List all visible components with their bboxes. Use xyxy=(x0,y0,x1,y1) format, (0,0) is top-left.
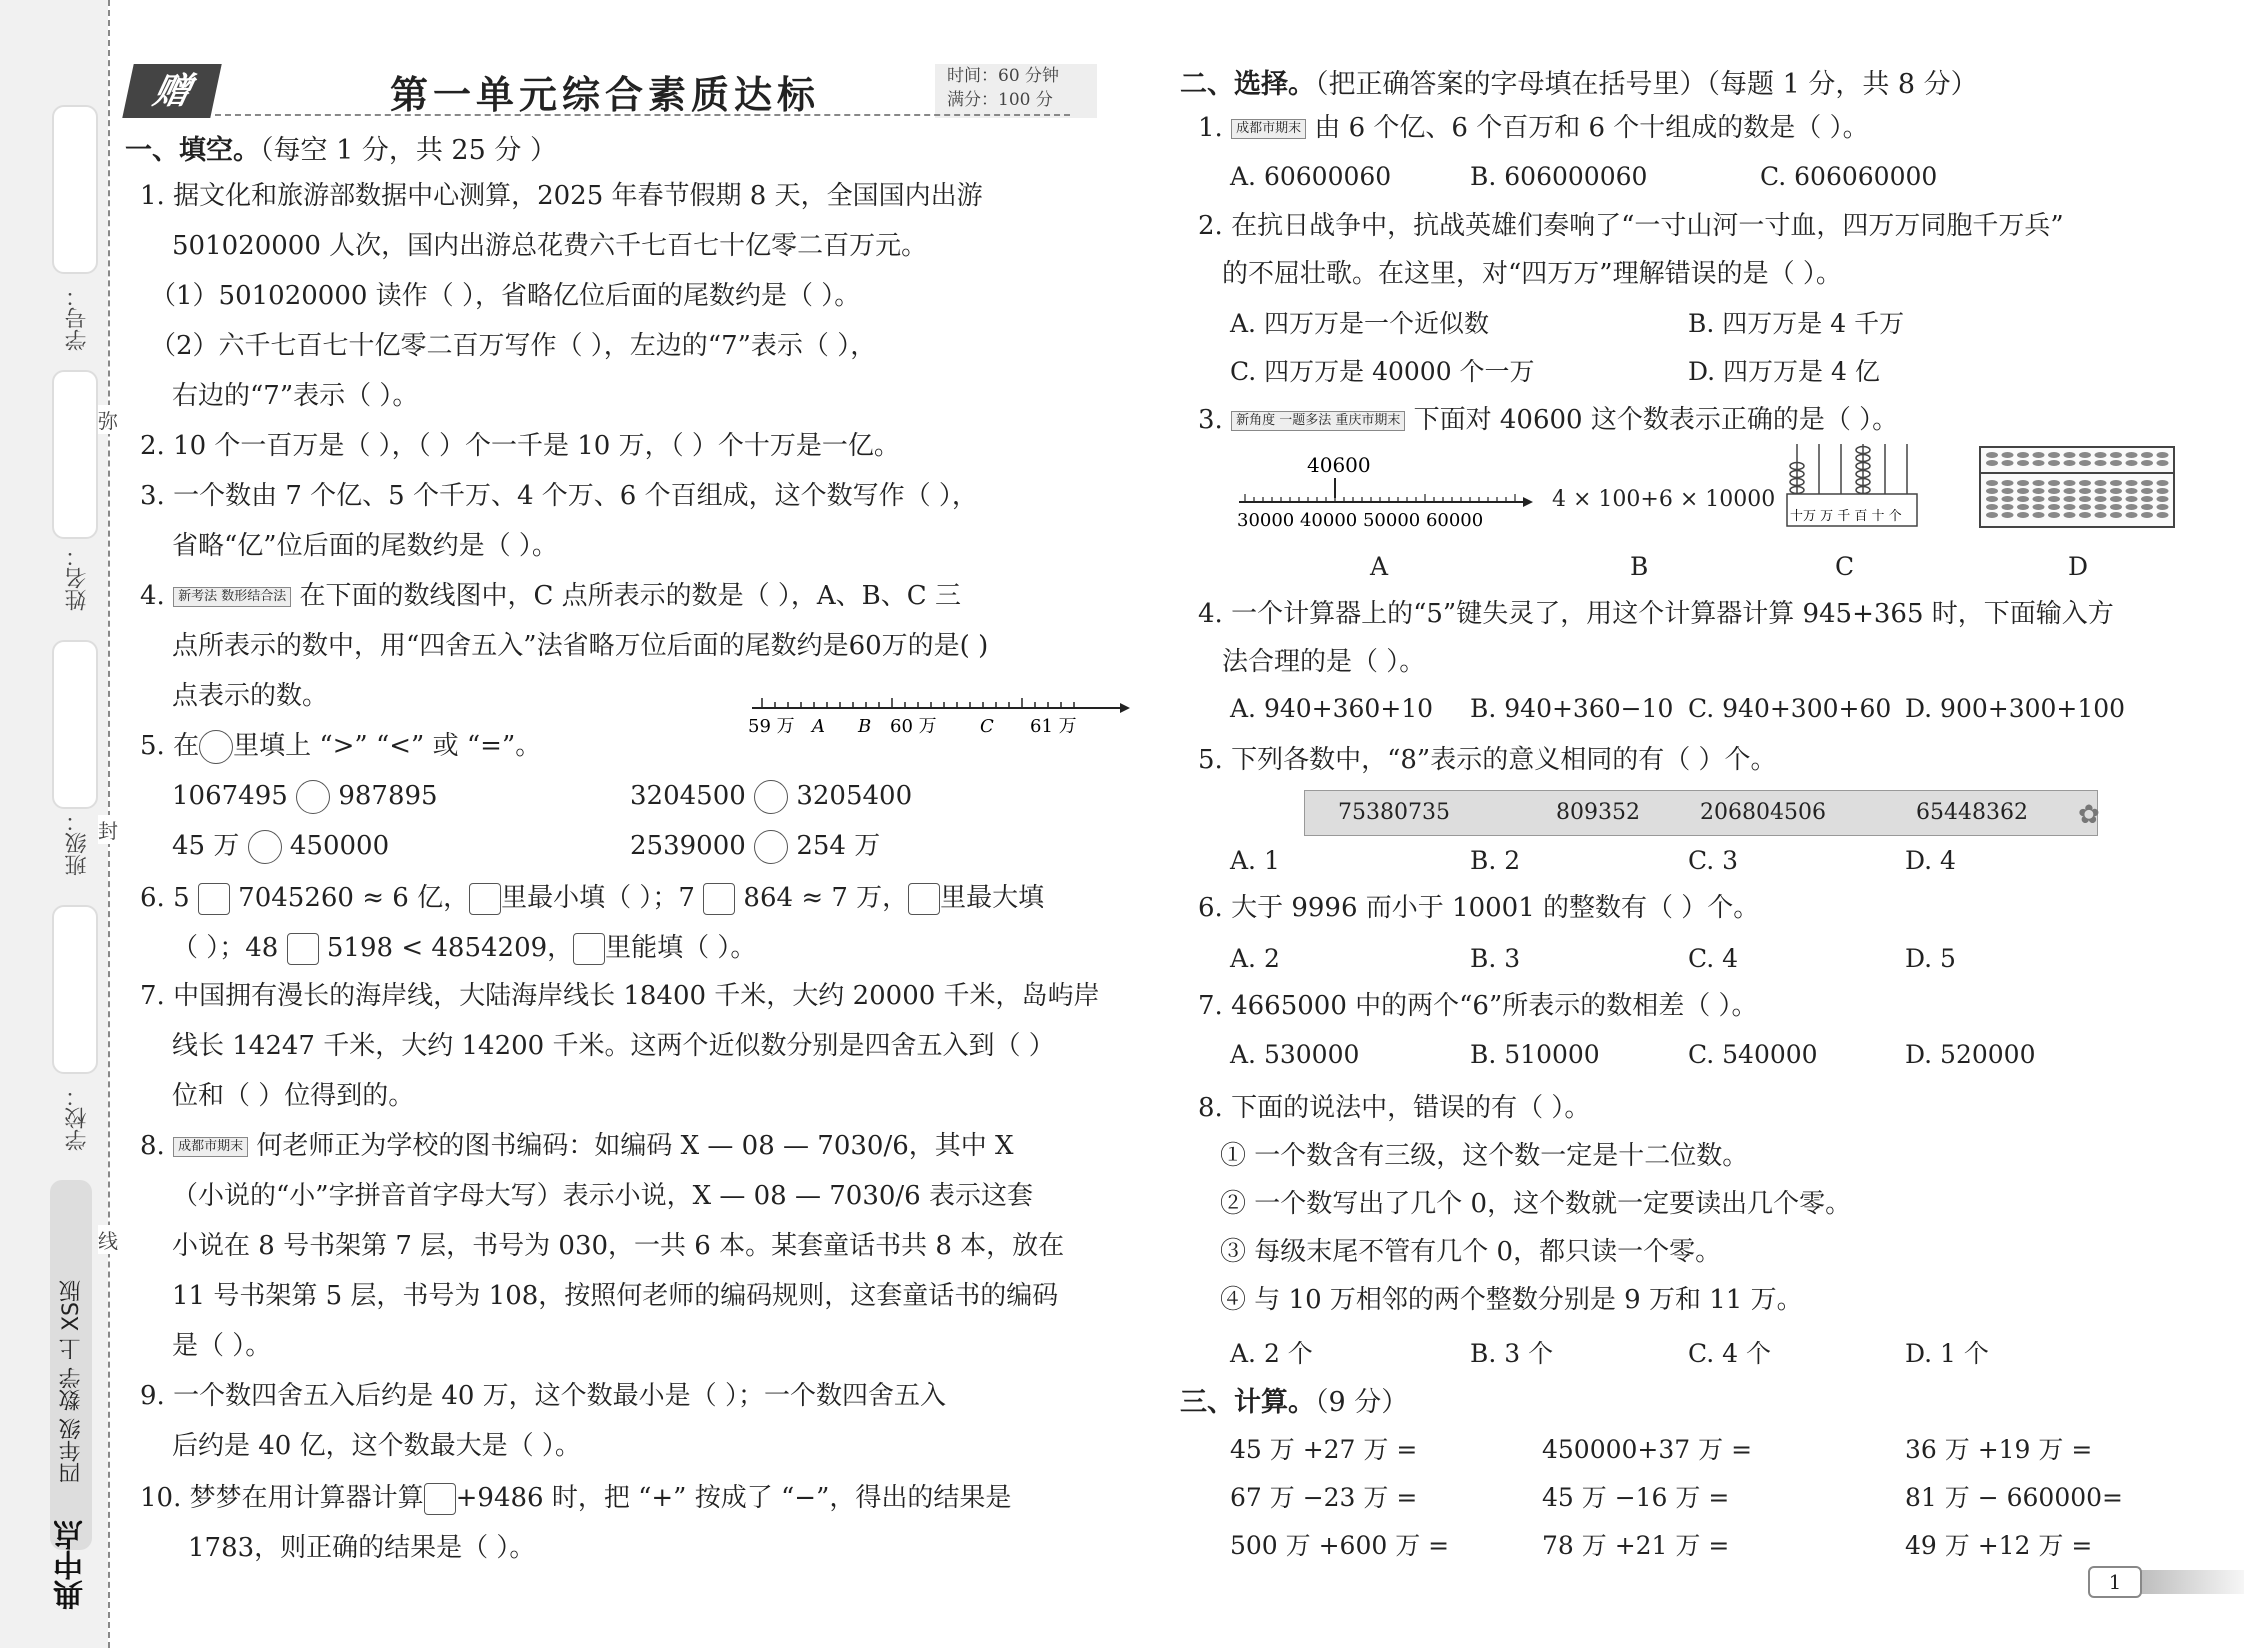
q8-line2: （小说的“小”字拼音首字母大写）表示小说，X — 08 — 7030/6 表示这套 xyxy=(172,1181,1033,1211)
c2-option-a[interactable]: A. 四万万是一个近似数 xyxy=(1230,309,1489,338)
name-box[interactable] xyxy=(52,370,98,539)
q5-row1-right: 3204500 3205400 xyxy=(630,778,912,814)
abacus-bead xyxy=(2141,488,2153,494)
class-box[interactable] xyxy=(52,640,98,809)
c4-option-a[interactable]: A. 940+360+10 xyxy=(1230,694,1434,723)
abacus-bead xyxy=(2017,496,2029,502)
q5-line1: 5. 在 里填上 “>” “<” 或 “=”。 xyxy=(140,728,541,764)
abacus-bead xyxy=(2064,488,2076,494)
c5-option-c[interactable]: C. 3 xyxy=(1688,846,1739,875)
abacus-bead xyxy=(2095,512,2107,518)
q1-line2: 501020000 人次，国内出游总花费六千七百七十亿零二百万元。 xyxy=(172,231,928,261)
c3-a-label: 40600 xyxy=(1307,453,1371,477)
page-footer-bar xyxy=(2136,1570,2244,1594)
school-box[interactable] xyxy=(52,905,98,1074)
q5-row1-left: 1067495 987895 xyxy=(172,778,438,814)
abacus-bead xyxy=(2157,488,2169,494)
axis-label-60w: 60 万 xyxy=(890,716,937,737)
c4-line1: 4. 一个计算器上的“5”键失灵了，用这个计算器计算 945+365 时，下面输入方 xyxy=(1198,599,2114,629)
abacus-bead xyxy=(2017,504,2029,510)
compare-circle[interactable] xyxy=(754,830,788,864)
abacus-bead xyxy=(2110,504,2122,510)
q5-row2-left: 45 万 450000 xyxy=(172,828,389,864)
student-id-box[interactable] xyxy=(52,105,98,274)
c3-option-c-abacus[interactable] xyxy=(1785,440,1920,532)
full-score: 满分：100 分 xyxy=(947,90,1053,110)
abacus-bead xyxy=(2048,496,2060,502)
c8-option-d[interactable]: D. 1 个 xyxy=(1905,1339,1989,1368)
abacus-bead xyxy=(2064,460,2076,466)
abacus-bead xyxy=(2079,480,2091,486)
page-number: 1 xyxy=(2088,1566,2142,1598)
abacus-bead xyxy=(2110,460,2122,466)
digit-box[interactable] xyxy=(287,933,319,965)
calc-item[interactable]: 45 万 −16 万 = xyxy=(1542,1483,1730,1512)
abacus-bead xyxy=(2064,496,2076,502)
c7-option-c[interactable]: C. 540000 xyxy=(1688,1040,1818,1069)
abacus-bead xyxy=(2079,512,2091,518)
axis-label-a: A xyxy=(812,716,825,737)
abacus-bead xyxy=(2110,480,2122,486)
header-rule xyxy=(215,114,1070,116)
compare-circle[interactable] xyxy=(296,780,330,814)
abacus-bead xyxy=(2079,504,2091,510)
digit-box[interactable] xyxy=(573,933,605,965)
c5-question: 5. 下列各数中，“8”表示的意义相同的有（ ）个。 xyxy=(1198,745,1777,775)
abacus-bead xyxy=(2095,496,2107,502)
flower-icon: ✿ xyxy=(2078,800,2100,830)
abacus-bead xyxy=(2126,460,2138,466)
abacus-bead xyxy=(2048,452,2060,458)
abacus-bead xyxy=(2095,452,2107,458)
q4-tag: 新考法 数形结合法 xyxy=(173,587,291,607)
q8-tag: 成都市期末 xyxy=(173,1137,248,1157)
abacus-bead xyxy=(2033,480,2045,486)
seal-mark-mi: 弥 xyxy=(98,405,118,434)
c3-letter-a: A xyxy=(1370,552,1389,581)
q6-line1: 6. 5 7045260 ≈ 6 亿， 里最小填（ ）；7 864 ≈ 7 万， 里最大填 xyxy=(140,883,1045,913)
abacus-bead xyxy=(2033,488,2045,494)
abacus-bead xyxy=(2064,480,2076,486)
abacus-bead xyxy=(2157,452,2169,458)
abacus-bead xyxy=(1986,504,1998,510)
abacus-bead xyxy=(2079,496,2091,502)
c8-option-a[interactable]: A. 2 个 xyxy=(1230,1339,1313,1368)
abacus-bead xyxy=(2002,480,2014,486)
c4-option-c[interactable]: C. 940+300+60 xyxy=(1688,694,1892,723)
abacus-bead xyxy=(2126,452,2138,458)
q8-line3: 小说在 8 号书架第 7 层，书号为 030，一共 6 本。某套童话书共 8 本，放在 xyxy=(172,1231,1065,1261)
c3-option-d-abacus[interactable] xyxy=(1978,445,2178,530)
abacus-bead xyxy=(2048,480,2060,486)
c2-line1: 2. 在抗日战争中，抗战英雄们奏响了“一寸山河一寸血，四万万同胞千万兵” xyxy=(1198,211,2064,241)
section-3-heading: 三、计算。（9 分） xyxy=(1180,1387,1409,1418)
gift-badge: 赠 xyxy=(122,64,221,118)
c5-number: 206804506 xyxy=(1700,800,1826,825)
calc-item[interactable]: 45 万 +27 万 = xyxy=(1230,1435,1418,1464)
abacus-bead xyxy=(2002,460,2014,466)
c1-tag: 成都市期末 xyxy=(1231,119,1306,139)
c3-question: 3. 新角度 一题多法 重庆市期末 下面对 40600 这个数表示正确的是（ ）。 xyxy=(1198,405,1899,435)
abacus-bead xyxy=(2141,460,2153,466)
abacus-bead xyxy=(2157,480,2169,486)
digit-box[interactable] xyxy=(424,1483,456,1515)
school-label: 学校： xyxy=(65,1085,90,1151)
c8-statement-3: ③ 每级末尾不管有几个 0，都只读一个零。 xyxy=(1220,1237,1722,1267)
q1-line3: （1）501020000 读作（ ），省略亿位后面的尾数约是（ ）。 xyxy=(150,281,861,311)
abacus-bead xyxy=(2079,488,2091,494)
c6-question: 6. 大于 9996 而小于 10001 的整数有（ ）个。 xyxy=(1198,893,1760,923)
q2: 2. 10 个一百万是（ ），（ ）个一千是 10 万，（ ）个十万是一亿。 xyxy=(140,431,900,461)
page-title: 第一单元综合素质达标 xyxy=(390,73,821,117)
calc-item[interactable]: 500 万 +600 万 = xyxy=(1230,1531,1450,1560)
abacus-bead xyxy=(2017,460,2029,466)
abacus-bead xyxy=(2126,488,2138,494)
abacus-bead xyxy=(2048,512,2060,518)
c3-letter-b: B xyxy=(1630,552,1649,581)
class-label: 班级： xyxy=(65,810,90,876)
brand-logo: 典中点 xyxy=(54,1520,89,1610)
name-label: 姓名： xyxy=(65,545,90,611)
q1-line1: 1. 据文化和旅游部数据中心测算，2025 年春节假期 8 天，全国国内出游 xyxy=(140,181,983,211)
c4-option-b[interactable]: B. 940+360−10 xyxy=(1470,694,1674,723)
c5-option-a[interactable]: A. 1 xyxy=(1230,846,1280,875)
c6-option-b[interactable]: B. 3 xyxy=(1470,944,1521,973)
abacus-bead xyxy=(2141,496,2153,502)
abacus-bead xyxy=(2064,504,2076,510)
compare-circle[interactable] xyxy=(248,830,282,864)
abacus-bead xyxy=(2033,496,2045,502)
c3-option-b-expr[interactable]: 4 × 100+6 × 10000 xyxy=(1552,487,1776,512)
digit-box[interactable] xyxy=(703,883,735,915)
compare-circle[interactable] xyxy=(199,730,233,764)
c7-option-d[interactable]: D. 520000 xyxy=(1905,1040,2036,1069)
abacus-bead xyxy=(2017,452,2029,458)
abacus-bead xyxy=(1986,452,1998,458)
c8-option-b[interactable]: B. 3 个 xyxy=(1470,1339,1554,1368)
c5-number: 65448362 xyxy=(1916,800,2028,825)
q9-line2: 后约是 40 亿，这个数最大是（ ）。 xyxy=(172,1431,581,1461)
abacus-bead xyxy=(2079,452,2091,458)
c3-letter-d: D xyxy=(2068,552,2089,581)
q7-line2: 线长 14247 千米，大约 14200 千米。这两个近似数分别是四舍五入到（ ） xyxy=(172,1031,1055,1061)
c8-question: 8. 下面的说法中，错误的有（ ）。 xyxy=(1198,1093,1591,1123)
abacus-bead xyxy=(2064,512,2076,518)
c5-option-b[interactable]: B. 2 xyxy=(1470,846,1521,875)
time-limit: 时间：60 分钟 xyxy=(947,66,1060,86)
calc-item[interactable]: 81 万 − 660000= xyxy=(1905,1483,2123,1512)
calc-item[interactable]: 36 万 +19 万 = xyxy=(1905,1435,2093,1464)
abacus-bead xyxy=(2110,452,2122,458)
abacus-bead xyxy=(2002,496,2014,502)
abacus-bead xyxy=(1986,512,1998,518)
axis-label-61w: 61 万 xyxy=(1030,716,1077,737)
abacus-bead xyxy=(2002,452,2014,458)
abacus-bead xyxy=(2141,452,2153,458)
abacus-bead xyxy=(2048,460,2060,466)
abacus-bead xyxy=(2110,496,2122,502)
c1-option-a[interactable]: A. 60600060 xyxy=(1230,162,1392,191)
q8-line5: 是（ ）。 xyxy=(172,1331,272,1361)
c8-option-c[interactable]: C. 4 个 xyxy=(1688,1339,1771,1368)
c2-option-b[interactable]: B. 四万万是 4 千万 xyxy=(1688,309,1905,338)
c2-option-c[interactable]: C. 四万万是 40000 个一万 xyxy=(1230,357,1535,386)
abacus-bead xyxy=(2157,504,2169,510)
abacus-bead xyxy=(2002,504,2014,510)
abacus-bead xyxy=(2033,452,2045,458)
abacus-place-labels: 十万 万 千 百 十 个 xyxy=(1790,509,1902,524)
q3-line2: 省略“亿”位后面的尾数约是（ ）。 xyxy=(172,531,558,561)
seal-mark-xian: 线 xyxy=(98,1225,118,1254)
axis-label-59w: 59 万 xyxy=(748,716,795,737)
abacus-bead xyxy=(2141,504,2153,510)
abacus-bead xyxy=(2048,488,2060,494)
c7-option-b[interactable]: B. 510000 xyxy=(1470,1040,1600,1069)
q10-line2: 1783，则正确的结果是（ ）。 xyxy=(188,1533,536,1563)
abacus-bead xyxy=(2017,488,2029,494)
c8-statement-2: ② 一个数写出了几个 0，这个数就一定要读出几个零。 xyxy=(1220,1189,1852,1219)
abacus-bead xyxy=(2157,512,2169,518)
abacus-bead xyxy=(2110,488,2122,494)
time-score-info xyxy=(935,64,1097,118)
c8-statement-1: ① 一个数含有三级，这个数一定是十二位数。 xyxy=(1220,1141,1749,1171)
abacus-bead xyxy=(2095,480,2107,486)
abacus-bead xyxy=(2033,504,2045,510)
c6-option-c[interactable]: C. 4 xyxy=(1688,944,1739,973)
c3-letter-c: C xyxy=(1835,552,1855,581)
c1-option-b[interactable]: B. 606000060 xyxy=(1470,162,1648,191)
c2-line2: 的不屈壮歌。在这里，对“四万万”理解错误的是（ ）。 xyxy=(1222,259,1842,289)
abacus-bead xyxy=(1986,488,1998,494)
q5-row2-right: 2539000 254 万 xyxy=(630,828,880,864)
abacus-bead xyxy=(2048,504,2060,510)
section-2-heading: 二、选择。（把正确答案的字母填在括号里）（每题 1 分，共 8 分） xyxy=(1180,69,1978,100)
section-1-heading: 一、填空。（每空 1 分，共 25 分 ） xyxy=(125,135,557,166)
c6-option-d[interactable]: D. 5 xyxy=(1905,944,1956,973)
q9-line1: 9. 一个数四舍五入后约是 40 万，这个数最小是（ ）；一个数四舍五入 xyxy=(140,1381,946,1411)
calc-item[interactable]: 450000+37 万 = xyxy=(1542,1435,1753,1464)
abacus-bead xyxy=(2002,512,2014,518)
abacus-bead xyxy=(1986,460,1998,466)
c1-question: 1. 成都市期末 由 6 个亿、6 个百万和 6 个十组成的数是（ ）。 xyxy=(1198,113,1869,143)
abacus-bead xyxy=(2141,480,2153,486)
abacus-bead xyxy=(2126,504,2138,510)
compare-circle[interactable] xyxy=(754,780,788,814)
calc-item[interactable]: 67 万 −23 万 = xyxy=(1230,1483,1418,1512)
digit-box[interactable] xyxy=(198,883,230,915)
abacus-bead xyxy=(2157,460,2169,466)
digit-box[interactable] xyxy=(908,883,940,915)
q8-line1: 8. 成都市期末 何老师正为学校的图书编码：如编码 X — 08 — 7030/6，其中 X xyxy=(140,1131,1014,1161)
c3-option-a-numberline[interactable] xyxy=(1235,452,1535,532)
axis-label-c: C xyxy=(980,716,994,737)
abacus-bead xyxy=(2095,488,2107,494)
abacus-bead xyxy=(2157,496,2169,502)
c6-option-a[interactable]: A. 2 xyxy=(1230,944,1280,973)
abacus-bead xyxy=(1986,480,1998,486)
abacus-bead xyxy=(2017,512,2029,518)
axis-label-b: B xyxy=(858,716,872,737)
abacus-bead xyxy=(2126,480,2138,486)
abacus-bead xyxy=(2079,460,2091,466)
student-id-label: 学号： xyxy=(65,285,90,351)
c7-option-a[interactable]: A. 530000 xyxy=(1230,1040,1360,1069)
q7-line3: 位和（ ）位得到的。 xyxy=(172,1081,415,1111)
abacus-bead xyxy=(1986,496,1998,502)
q4-line3: 点表示的数。 xyxy=(172,681,329,711)
c7-question: 7. 4665000 中的两个“6”所表示的数相差（ ）。 xyxy=(1198,991,1758,1021)
q4-line2: 点所表示的数中，用“四舍五入”法省略万位后面的尾数约是60万的是( ) xyxy=(172,631,989,661)
c3-tag: 新角度 一题多法 重庆市期末 xyxy=(1231,411,1405,431)
q8-line4: 11 号书架第 5 层，书号为 108，按照何老师的编码规则，这套童话书的编码 xyxy=(172,1281,1059,1311)
abacus-bead xyxy=(2126,496,2138,502)
q4-number-line xyxy=(740,686,1130,738)
q6-line2: （ ）；48 5198 < 4854209， 里能填（ ）。 xyxy=(172,933,757,963)
c4-line2: 法合理的是（ ）。 xyxy=(1222,647,1426,677)
q4-line1: 4. 新考法 数形结合法 在下面的数线图中，C 点所表示的数是（ ），A、B、C 三 xyxy=(140,581,961,611)
abacus-bead xyxy=(2064,452,2076,458)
c8-statement-4: ④ 与 10 万相邻的两个整数分别是 9 万和 11 万。 xyxy=(1220,1285,1803,1315)
c3-a-ticklabels: 30000 40000 50000 60000 xyxy=(1237,510,1484,531)
abacus-bead xyxy=(2017,480,2029,486)
calc-item[interactable]: 78 万 +21 万 = xyxy=(1542,1531,1730,1560)
book-label: 四年级 数学 上 XS版 xyxy=(59,1280,84,1485)
abacus-bead xyxy=(2141,512,2153,518)
c2-option-d[interactable]: D. 四万万是 4 亿 xyxy=(1688,357,1880,386)
q1-line5: 右边的“7”表示（ ）。 xyxy=(172,381,419,411)
q7-line1: 7. 中国拥有漫长的海岸线，大陆海岸线长 18400 千米，大约 20000 千米，岛屿岸 xyxy=(140,981,1100,1011)
q3-line1: 3. 一个数由 7 个亿、5 个千万、4 个万、6 个百组成，这个数写作（ ）， xyxy=(140,481,978,511)
c4-option-d[interactable]: D. 900+300+100 xyxy=(1905,694,2126,723)
c5-number: 75380735 xyxy=(1338,800,1450,825)
c5-number: 809352 xyxy=(1556,800,1640,825)
q1-line4: （2）六千七百七十亿零二百万写作（ ），左边的“7”表示（ ）， xyxy=(150,331,877,361)
calc-item[interactable]: 49 万 +12 万 = xyxy=(1905,1531,2093,1560)
abacus-bead xyxy=(2126,512,2138,518)
abacus-bead xyxy=(2033,460,2045,466)
abacus-bead xyxy=(2002,488,2014,494)
digit-box[interactable] xyxy=(469,883,501,915)
c5-option-d[interactable]: D. 4 xyxy=(1905,846,1956,875)
abacus-bead xyxy=(2033,512,2045,518)
abacus-bead xyxy=(2095,460,2107,466)
seal-mark-feng: 封 xyxy=(98,815,118,844)
abacus-bead xyxy=(2095,504,2107,510)
c1-option-c[interactable]: C. 606060000 xyxy=(1760,162,1938,191)
q10-line1: 10. 梦梦在用计算器计算 +9486 时，把 “+” 按成了 “−”，得出的结果是 xyxy=(140,1483,1012,1513)
abacus-bead xyxy=(2110,512,2122,518)
